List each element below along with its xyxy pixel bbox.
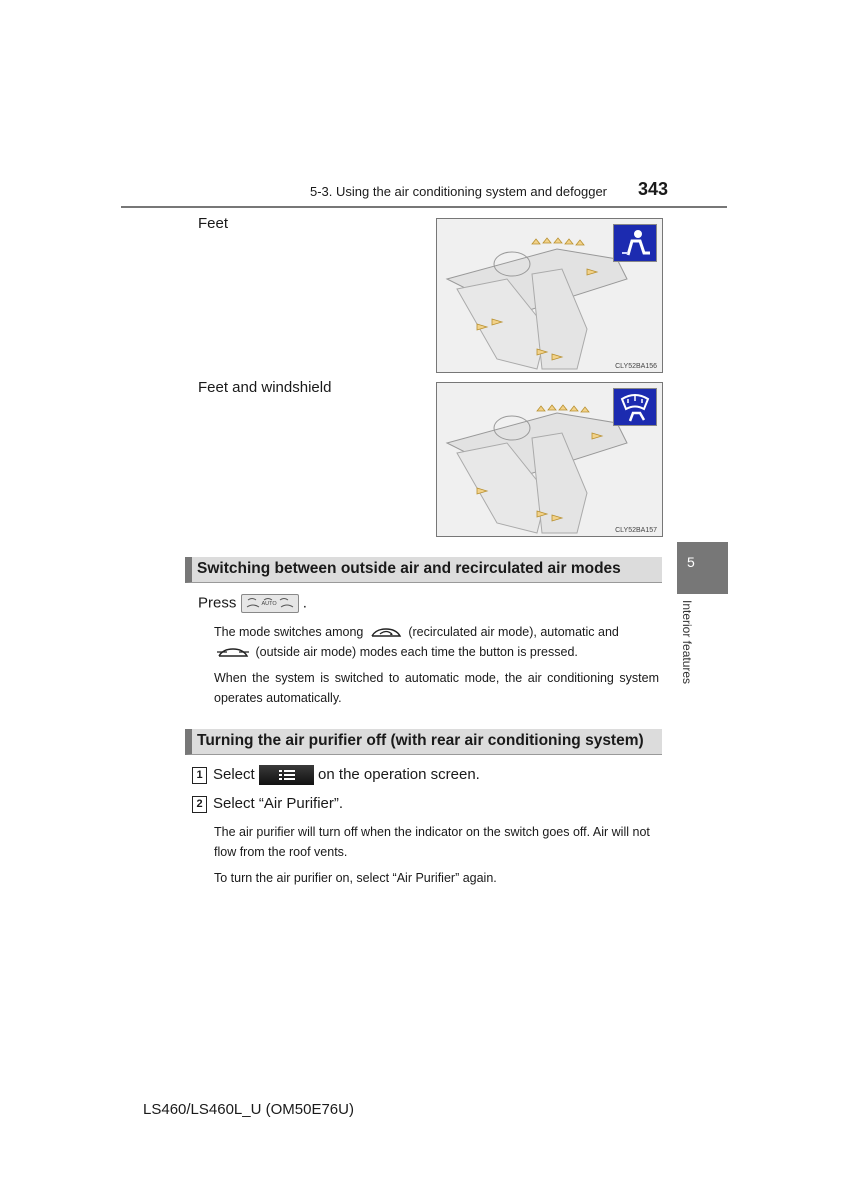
mode-text-2: (recirculated air mode), automatic and [408, 625, 619, 639]
recirculate-air-icon [370, 627, 402, 639]
step-text: Select “Air Purifier”. [213, 795, 344, 812]
chapter-tab [677, 542, 728, 594]
mode-text-1: The mode switches among [214, 625, 364, 639]
press-period: . [302, 594, 307, 612]
menu-list-icon [259, 765, 314, 785]
press-instruction [198, 594, 307, 613]
step-text-after: on the operation screen. [318, 765, 480, 783]
auto-label: AUTO [261, 601, 277, 607]
section-heading [185, 729, 662, 755]
section-heading-text: Turning the air purifier off (with rear air conditioning system) [197, 732, 644, 749]
figure-label-feet: Feet [198, 215, 229, 232]
purifier-on-paragraph: To turn the air purifier on, select “Air Purifier” again. [214, 871, 497, 885]
purifier-off-paragraph: The air purifier will turn off when the indicator on the switch goes off. Air will not flow from the roof vents. [214, 825, 650, 859]
chapter-label: Interior features [680, 600, 694, 685]
footer-model-code: LS460/LS460L_U (OM50E76U) [143, 1101, 354, 1118]
outside-air-icon [217, 647, 249, 659]
section-heading [185, 557, 662, 583]
header-section-title: 5-3. Using the air conditioning system and defogger [310, 184, 608, 199]
step-number: 2 [192, 796, 207, 813]
feet-windshield-mode-icon [613, 388, 657, 426]
step-2 [192, 795, 343, 813]
auto-mode-paragraph: When the system is switched to automatic mode, the air conditioning system operates automatically. [214, 671, 659, 705]
figure-feet [436, 218, 663, 373]
step-text-before: Select [213, 765, 255, 783]
press-label: Press [198, 594, 237, 612]
feet-mode-icon [613, 224, 657, 262]
mode-text-3: (outside air mode) modes each time the button is pressed. [255, 645, 578, 659]
chapter-number: 5 [687, 554, 695, 570]
page-number: 343 [638, 179, 669, 199]
step-number: 1 [192, 767, 207, 784]
figure-feet-windshield [436, 382, 663, 537]
figure-label-feet-windshield: Feet and windshield [198, 379, 332, 396]
figure-code: CLY52BA156 [615, 363, 657, 370]
air-mode-button [241, 594, 299, 613]
figure-code: CLY52BA157 [615, 527, 657, 534]
mode-switch-paragraph [214, 622, 659, 662]
section-heading-text: Switching between outside air and recirculated air modes [197, 560, 621, 577]
step-1 [192, 765, 480, 785]
header-rule [121, 206, 727, 208]
